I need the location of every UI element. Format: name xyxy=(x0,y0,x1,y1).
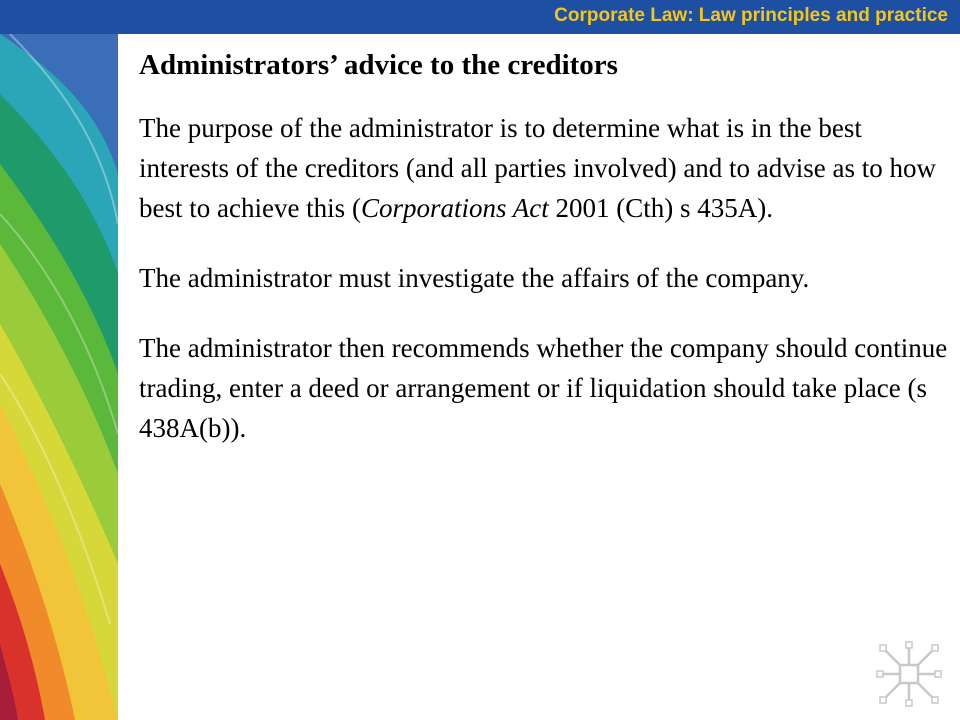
slide-title: Administrators’ advice to the creditors xyxy=(139,49,618,81)
header-bar xyxy=(0,0,960,34)
network-node-icon xyxy=(876,641,942,707)
paragraph-purpose-text: The purpose of the administrator is to determine what is in the best interests of the creditors (and all parties involved) and to advise as to how best to achieve this ( xyxy=(139,113,937,223)
act-name-italic: Corporations Act xyxy=(360,193,549,223)
rainbow-paper-decoration xyxy=(0,34,118,720)
paragraph-recommend: The administrator then recommends whether the company should continue trading, enter a deed or arrangement or if liquidation should take place (s 438A(b)). xyxy=(139,333,948,443)
slide-content xyxy=(139,48,949,478)
paragraph-purpose xyxy=(139,108,949,228)
header-title: Corporate Law: Law principles and practice xyxy=(554,5,948,26)
paragraph-investigate: The administrator must investigate the affairs of the company. xyxy=(139,263,810,293)
paragraph-purpose-citation: 2001 (Cth) s 435A). xyxy=(548,193,773,223)
